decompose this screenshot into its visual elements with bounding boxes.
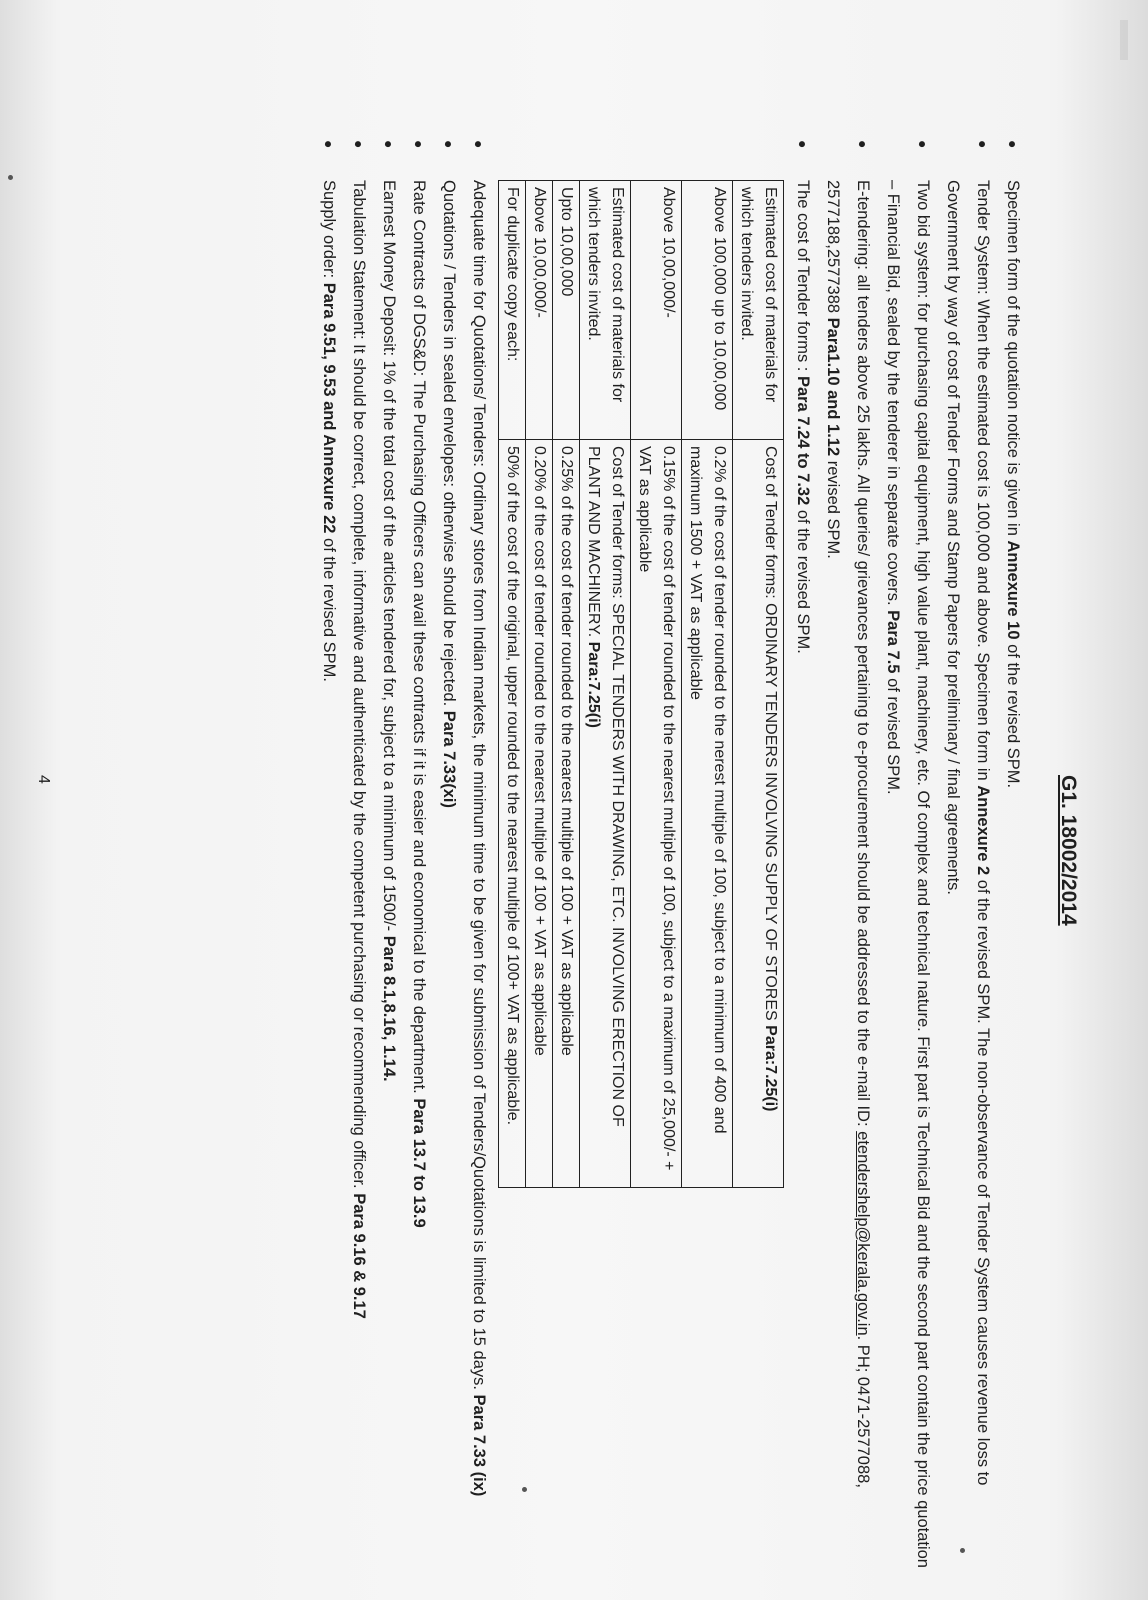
bullet-item bbox=[404, 140, 434, 1580]
bullet-dot-icon: ● bbox=[1005, 140, 1021, 149]
bullet-item bbox=[374, 140, 404, 1580]
bold-reference: Para 8.1,8.16, 1.14. bbox=[380, 935, 398, 1082]
bullet-dot-icon: ● bbox=[795, 140, 811, 149]
text-run: 0.25% of the cost of tender rounded to the nearest multiple of 100 + VAT as applicable bbox=[558, 446, 575, 1056]
bold-reference: Annexure 2 bbox=[974, 785, 992, 876]
estimated-cost-cell: Estimated cost of materials for which tenders invited. bbox=[580, 181, 631, 440]
text-run: of the revised SPM. The non-observance of Tender System causes revenue loss to Government by way of cost of Tender Forms and Stamp Papers for preliminary / final agreements. bbox=[944, 180, 992, 1486]
text-run: Specimen form of the quotation notice is given in bbox=[1004, 180, 1022, 541]
bullet-dot-icon: ● bbox=[855, 140, 871, 149]
text-run: Quotations / Tenders in sealed envelopes: otherwise should be rejected. bbox=[440, 180, 458, 711]
text-run: Adequate time for Quotations/ Tenders: Ordinary stores from Indian markets, the minimum time to be given for submission of Tenders/Quotations is limited to 15 days. bbox=[470, 180, 488, 1395]
text-run: Cost of Tender forms: SPECIAL TENDERS WITH DRAWING, ETC. INVOLVING ERECTION OF PLANT AND MACHINERY. bbox=[585, 446, 626, 1127]
table-row bbox=[526, 181, 553, 1188]
tender-form-cost-cell bbox=[526, 440, 553, 1188]
text-run: The cost of Tender forms : bbox=[794, 180, 812, 376]
bold-reference: Annexure 10 bbox=[1004, 540, 1022, 640]
bullet-dot-icon: ● bbox=[441, 140, 457, 149]
bold-reference: Para 13.7 to 13.9 bbox=[410, 1098, 428, 1228]
tender-form-cost-cell bbox=[553, 440, 580, 1188]
text-run: of revised SPM. bbox=[884, 673, 902, 795]
text-run: of the revised SPM. bbox=[320, 533, 338, 683]
text-run: revised SPM. bbox=[824, 456, 842, 559]
text-run: . PH; 0471-2577088, 2577188,2577388 bbox=[824, 180, 872, 1488]
estimated-cost-cell: Above 100,000 up to 10,00,000 bbox=[682, 181, 733, 440]
tender-form-cost-cell bbox=[580, 440, 631, 1188]
text-run: Rate Contracts of DGS&D: The Purchasing Officers can avail these contracts if it is easier and economical to the department. bbox=[410, 180, 428, 1099]
bold-reference: Para 7.24 to 7.32 bbox=[794, 375, 812, 506]
text-run: of the revised SPM. bbox=[1004, 639, 1022, 789]
table-row bbox=[553, 181, 580, 1188]
bold-reference: Para1.10 and 1.12 bbox=[824, 317, 842, 457]
bold-reference: Para 9.16 & 9.17 bbox=[350, 1193, 368, 1319]
text-run: 0.2% of the cost of tender rounded to the nerest multiple of 100, subject to a minimum of 400 and maximum 1500 + VAT as applicable bbox=[687, 446, 728, 1134]
tender-cost-table bbox=[498, 180, 784, 1188]
table-row bbox=[733, 181, 784, 1188]
bullet-group-top bbox=[788, 140, 1028, 1580]
bullet-item bbox=[938, 140, 998, 1580]
bullet-list bbox=[314, 140, 1028, 1580]
text-run: 0.15% of the cost of tender rounded to the nearest multiple of 100, subject to a maximum of 25,000/- + VAT as applicable bbox=[636, 446, 677, 1171]
bullet-item bbox=[788, 140, 818, 1580]
bold-reference: Para:7.25(i) bbox=[762, 1025, 779, 1112]
text-run: 50% of the cost of the original, upper rounded to the nearest multiple of 100+ VAT as applicable. bbox=[504, 446, 521, 1126]
page-number: 4 bbox=[35, 775, 52, 784]
text-run: Tabulation Statement: It should be correct, complete, informative and authenticated by the competent purchasing or recommending officer. bbox=[350, 180, 368, 1194]
text-run: Cost of Tender forms: ORDINARY TENDERS INVOLVING SUPPLY OF STORES bbox=[762, 446, 779, 1026]
tender-form-cost-cell bbox=[682, 440, 733, 1188]
bullet-dot-icon: ● bbox=[321, 140, 337, 149]
tender-form-cost-cell bbox=[631, 440, 682, 1188]
bullet-item bbox=[818, 140, 878, 1580]
document-title: G1. 18002/2014 bbox=[1057, 775, 1080, 926]
estimated-cost-cell: Upto 10,00,000 bbox=[553, 181, 580, 440]
estimated-cost-cell: Above 10,00,000/- bbox=[526, 181, 553, 440]
bullet-dot-icon: ● bbox=[351, 140, 367, 149]
text-run: Tender System: When the estimated cost is 100,000 and above. Specimen form in bbox=[974, 180, 992, 786]
table-row bbox=[580, 181, 631, 1188]
estimated-cost-cell: Estimated cost of materials for which tenders invited. bbox=[733, 181, 784, 440]
bullet-item bbox=[878, 140, 938, 1580]
table-row bbox=[499, 181, 526, 1188]
text-run: 0.20% of the cost of tender rounded to the nearest multiple of 100 + VAT as applicable bbox=[531, 446, 548, 1056]
bold-reference: Para 7.33(xi) bbox=[440, 710, 458, 809]
bullet-item bbox=[344, 140, 374, 1580]
bullet-dot-icon: ● bbox=[915, 140, 931, 149]
bullet-group-bottom bbox=[314, 140, 494, 1580]
bullet-dot-icon: ● bbox=[975, 140, 991, 149]
bullet-item bbox=[314, 140, 344, 1580]
bold-reference: Para 7.5 bbox=[884, 610, 902, 674]
bullet-item bbox=[464, 140, 494, 1580]
text-run: Supply order: bbox=[320, 180, 338, 283]
table-row bbox=[682, 181, 733, 1188]
text-run: E-tendering: all tenders above 25 lakhs. All queries/ grievances pertaining to e-procurement should be addressed to the e-mail ID: bbox=[854, 180, 872, 1132]
tender-form-cost-cell bbox=[733, 440, 784, 1188]
bold-reference: Para 7.33 (ix) bbox=[470, 1394, 488, 1497]
text-run: of the revised SPM. bbox=[794, 505, 812, 654]
bold-reference: Para:7.25(i) bbox=[585, 641, 602, 728]
bullet-dot-icon: ● bbox=[471, 140, 487, 149]
estimated-cost-cell: For duplicate copy each: bbox=[499, 181, 526, 440]
bold-reference: Para 9.51, 9.53 and Annexure 22 bbox=[320, 282, 338, 534]
text-run: Two bid system: for purchasing capital equipment, high value plant, machinery, etc. Of complex and technical nature. First part is Technical Bid and the second part contain the price quotation – Financial Bid, sealed by the tenderer in separate covers. bbox=[884, 180, 932, 1568]
text-run: Earnest Money Deposit: 1% of the total cost of the articles tendered for, subject to a minimum of 1500/- bbox=[380, 180, 398, 936]
tender-form-cost-cell bbox=[499, 440, 526, 1188]
bullet-item bbox=[434, 140, 464, 1580]
estimated-cost-cell: Above 10,00,000/- bbox=[631, 181, 682, 440]
bullet-dot-icon: ● bbox=[381, 140, 397, 149]
email-link[interactable]: etendershelp@kerala.gov.in bbox=[854, 1131, 872, 1336]
bullet-dot-icon: ● bbox=[411, 140, 427, 149]
table-row bbox=[631, 181, 682, 1188]
bullet-item bbox=[998, 140, 1028, 1580]
